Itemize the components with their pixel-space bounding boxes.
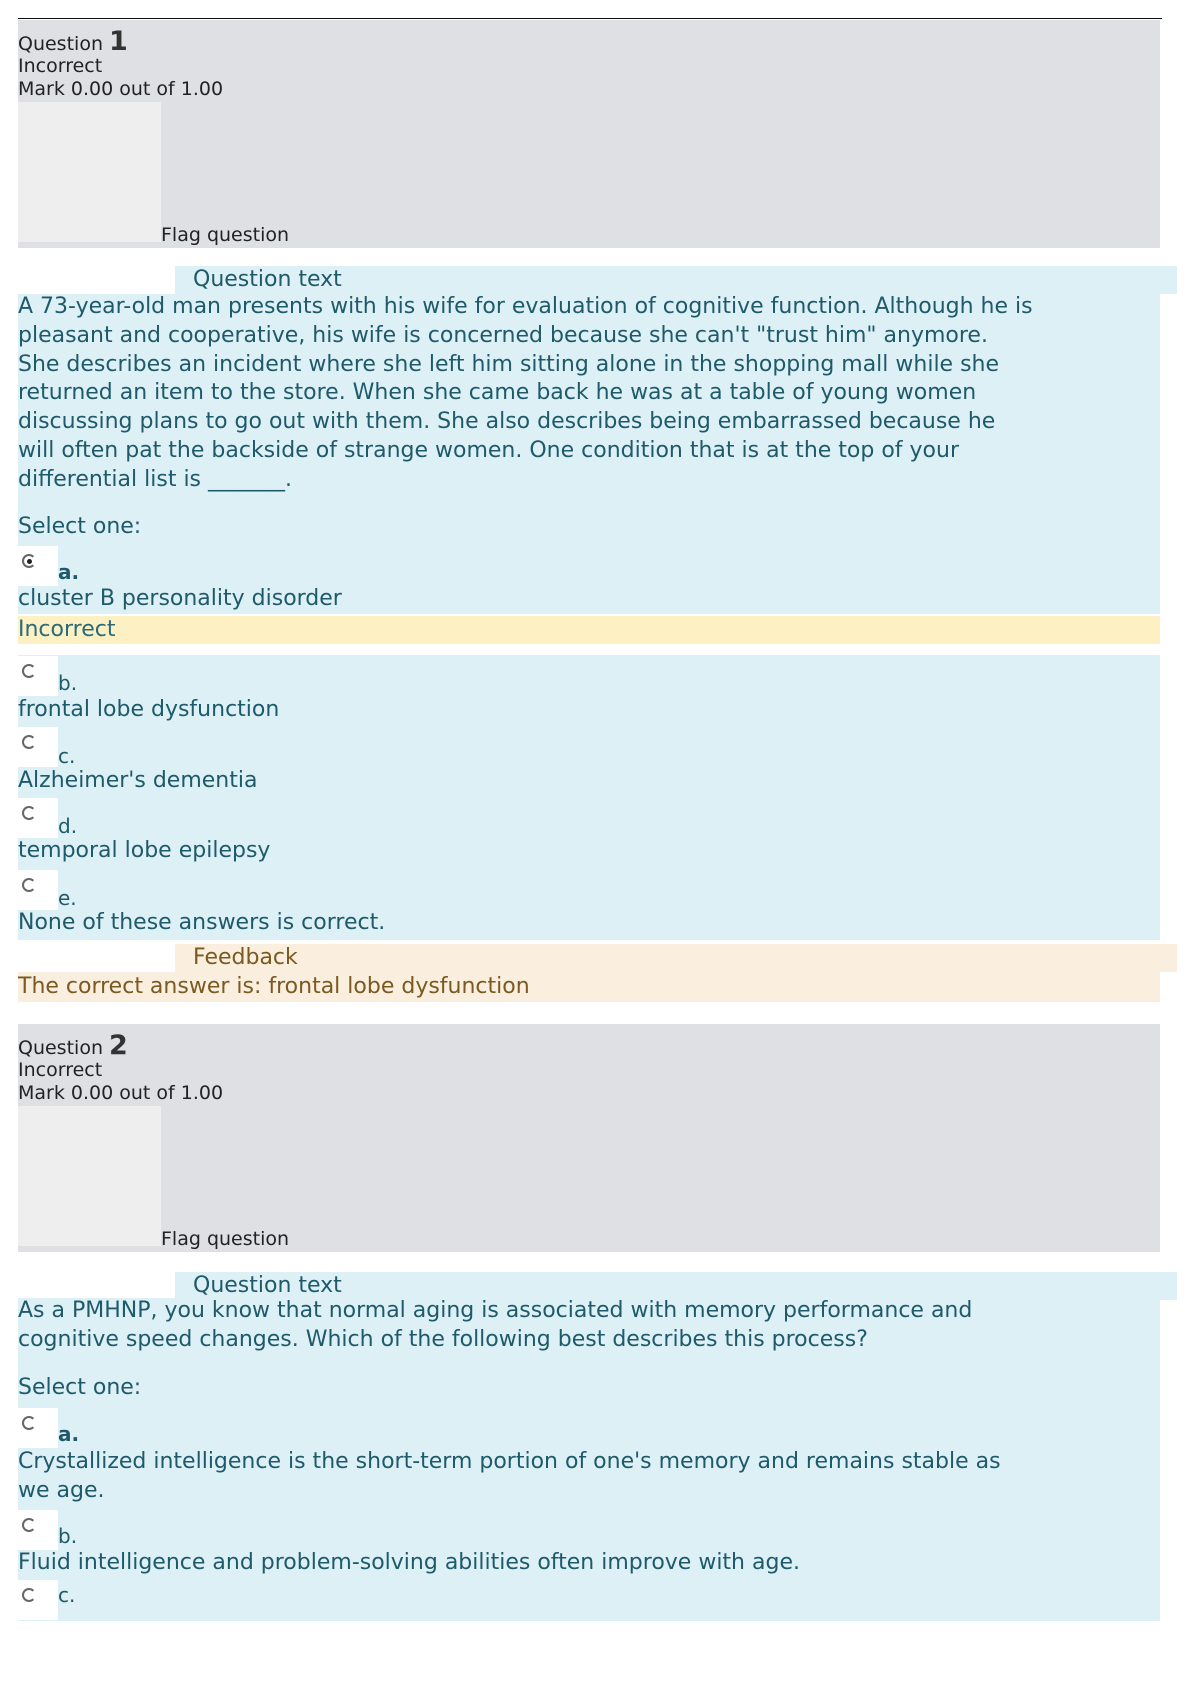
question-text-label: Question text bbox=[175, 266, 1177, 294]
option-b-text: frontal lobe dysfunction bbox=[18, 697, 280, 722]
option-b-letter: b. bbox=[58, 1524, 78, 1548]
radio-icon bbox=[22, 806, 36, 820]
top-divider bbox=[18, 18, 1162, 19]
option-c-letter: c. bbox=[58, 744, 76, 768]
flag-box bbox=[18, 1106, 161, 1246]
option-b-letter: b. bbox=[58, 671, 78, 695]
option-a-letter: a. bbox=[58, 1422, 80, 1446]
option-c-radio[interactable] bbox=[18, 1580, 58, 1620]
option-a-radio[interactable] bbox=[18, 546, 58, 586]
option-b-radio[interactable] bbox=[18, 1510, 58, 1550]
radio-checked-icon bbox=[22, 554, 36, 568]
radio-icon bbox=[22, 878, 36, 892]
radio-icon bbox=[22, 1416, 36, 1430]
select-one-label: Select one: bbox=[18, 1375, 142, 1400]
question-grade: Mark 0.00 out of 1.00 bbox=[18, 1082, 224, 1104]
option-a-radio[interactable] bbox=[18, 1408, 58, 1448]
question-state: Incorrect bbox=[18, 1059, 103, 1081]
question-state: Incorrect bbox=[18, 55, 103, 77]
option-e-text: None of these answers is correct. bbox=[18, 910, 386, 935]
radio-icon bbox=[22, 1588, 36, 1602]
select-one-label: Select one: bbox=[18, 514, 142, 539]
option-c-text: Alzheimer's dementia bbox=[18, 768, 258, 793]
option-d-text: temporal lobe epilepsy bbox=[18, 838, 271, 863]
question-text-label: Question text bbox=[175, 1272, 1177, 1300]
option-c-radio[interactable] bbox=[18, 727, 58, 767]
question-1-info bbox=[18, 20, 1160, 248]
option-a-text: Crystallized intelligence is the short-term portion of one's memory and remains stable as we age. bbox=[18, 1449, 1001, 1503]
option-c-letter: c. bbox=[58, 1583, 76, 1607]
option-a-text: cluster B personality disorder bbox=[18, 586, 342, 611]
option-b-radio[interactable] bbox=[18, 656, 58, 696]
option-e-letter: e. bbox=[58, 886, 77, 910]
flag-question-link[interactable]: Flag question bbox=[161, 1228, 290, 1250]
feedback-text: The correct answer is: frontal lobe dysfunction bbox=[18, 972, 1160, 1002]
radio-icon bbox=[22, 1518, 36, 1532]
flag-question-link[interactable]: Flag question bbox=[161, 224, 290, 246]
option-d-letter: d. bbox=[58, 814, 78, 838]
option-a-letter: a. bbox=[58, 560, 80, 584]
question-2-info bbox=[18, 1024, 1160, 1252]
feedback-label: Feedback bbox=[175, 944, 1177, 972]
question-number: Question 1 bbox=[18, 26, 128, 57]
option-d-radio[interactable] bbox=[18, 798, 58, 838]
radio-icon bbox=[22, 735, 36, 749]
question-2-text: As a PMHNP, you know that normal aging is associated with memory performance and cognitive speed changes. Which of the following best describes this process? bbox=[18, 1298, 973, 1352]
flag-box bbox=[18, 102, 161, 242]
option-b-text: Fluid intelligence and problem-solving abilities often improve with age. bbox=[18, 1550, 800, 1575]
option-a-result: Incorrect bbox=[18, 616, 1160, 644]
radio-icon bbox=[22, 664, 36, 678]
question-1-text: A 73-year-old man presents with his wife for evaluation of cognitive function. Although he is pleasant and cooperative, his wife is concerned because she can't "trust him" anymore. She describes an incident where she left him sitting alone in the shopping mall while she returned an item to the store. When she came back he was at a table of young women discussing plans to go out with them. She also describes being embarrassed because he will often pat the backside of strange women. One condition that is at the top of your differential list is _______. bbox=[18, 294, 1033, 492]
option-e-radio[interactable] bbox=[18, 870, 58, 910]
question-grade: Mark 0.00 out of 1.00 bbox=[18, 78, 224, 100]
question-number: Question 2 bbox=[18, 1030, 128, 1061]
